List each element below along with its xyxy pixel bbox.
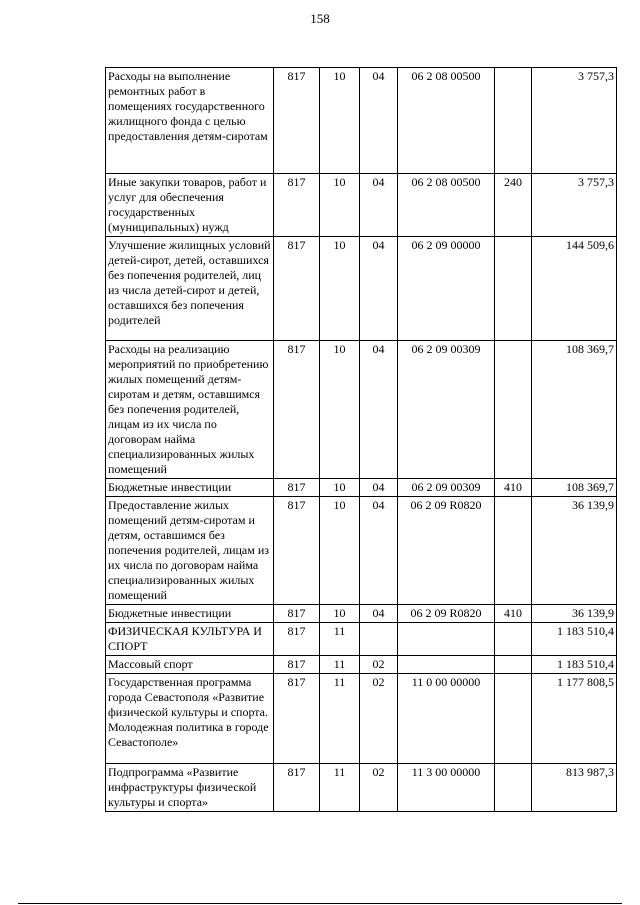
row-subsection-cell: 02 xyxy=(360,656,398,674)
row-target-article-cell xyxy=(398,623,495,656)
table-row xyxy=(106,623,617,656)
row-target-article-cell xyxy=(398,656,495,674)
row-expense-type-cell xyxy=(495,674,532,764)
row-section-cell: 10 xyxy=(320,174,360,237)
row-expense-type-cell xyxy=(495,656,532,674)
row-ved-cell: 817 xyxy=(274,237,320,341)
table-row xyxy=(106,497,617,605)
row-subsection-cell: 02 xyxy=(360,764,398,812)
row-name-cell: Подпрограмма «Развитие инфраструктуры физической культуры и спорта» xyxy=(106,764,274,812)
row-amount-cell: 813 987,3 xyxy=(532,764,617,812)
row-ved-cell: 817 xyxy=(274,497,320,605)
row-subsection-cell: 04 xyxy=(360,341,398,479)
table-row xyxy=(106,764,617,812)
row-ved-cell: 817 xyxy=(274,605,320,623)
page-number: 158 xyxy=(310,11,330,26)
row-section-cell: 10 xyxy=(320,68,360,174)
row-expense-type-cell xyxy=(495,497,532,605)
row-target-article-cell: 06 2 09 00000 xyxy=(398,237,495,341)
row-expense-type-cell xyxy=(495,764,532,812)
row-ved-cell: 817 xyxy=(274,68,320,174)
row-expense-type-cell xyxy=(495,237,532,341)
table-row xyxy=(106,341,617,479)
row-name-cell: Бюджетные инвестиции xyxy=(106,605,274,623)
row-name-cell: Государственная программа города Севастополя «Развитие физической культуры и спорта. Молодежная политика в городе Севастополе» xyxy=(106,674,274,764)
row-amount-cell: 144 509,6 xyxy=(532,237,617,341)
row-expense-type-cell xyxy=(495,68,532,174)
row-expense-type-cell xyxy=(495,623,532,656)
row-ved-cell: 817 xyxy=(274,764,320,812)
row-amount-cell: 108 369,7 xyxy=(532,479,617,497)
row-section-cell: 10 xyxy=(320,479,360,497)
row-section-cell: 11 xyxy=(320,764,360,812)
row-section-cell: 11 xyxy=(320,656,360,674)
table-row xyxy=(106,479,617,497)
table-row xyxy=(106,674,617,764)
table-row xyxy=(106,237,617,341)
table-row xyxy=(106,656,617,674)
row-expense-type-cell xyxy=(495,341,532,479)
row-amount-cell: 108 369,7 xyxy=(532,341,617,479)
row-subsection-cell xyxy=(360,623,398,656)
row-subsection-cell: 02 xyxy=(360,674,398,764)
row-name-cell: Массовый спорт xyxy=(106,656,274,674)
row-amount-cell: 36 139,9 xyxy=(532,605,617,623)
row-target-article-cell: 06 2 09 R0820 xyxy=(398,605,495,623)
row-section-cell: 10 xyxy=(320,605,360,623)
budget-table-body xyxy=(106,68,617,812)
row-subsection-cell: 04 xyxy=(360,605,398,623)
row-subsection-cell: 04 xyxy=(360,174,398,237)
row-name-cell: ФИЗИЧЕСКАЯ КУЛЬТУРА И СПОРТ xyxy=(106,623,274,656)
page-bottom-divider xyxy=(18,903,622,904)
row-amount-cell: 1 183 510,4 xyxy=(532,623,617,656)
row-target-article-cell: 11 3 00 00000 xyxy=(398,764,495,812)
row-amount-cell: 3 757,3 xyxy=(532,68,617,174)
row-name-cell: Иные закупки товаров, работ и услуг для обеспечения государственных (муниципальных) нужд xyxy=(106,174,274,237)
row-amount-cell: 1 177 808,5 xyxy=(532,674,617,764)
row-target-article-cell: 11 0 00 00000 xyxy=(398,674,495,764)
row-name-cell: Предоставление жилых помещений детям-сиротам и детям, оставшимся без попечения родителей, лицам из их числа по договорам найма специализированных жилых помещений xyxy=(106,497,274,605)
table-row xyxy=(106,68,617,174)
row-expense-type-cell: 410 xyxy=(495,605,532,623)
row-ved-cell: 817 xyxy=(274,479,320,497)
row-amount-cell: 1 183 510,4 xyxy=(532,656,617,674)
row-ved-cell: 817 xyxy=(274,623,320,656)
row-section-cell: 10 xyxy=(320,497,360,605)
row-ved-cell: 817 xyxy=(274,656,320,674)
row-section-cell: 10 xyxy=(320,237,360,341)
row-expense-type-cell: 410 xyxy=(495,479,532,497)
row-amount-cell: 3 757,3 xyxy=(532,174,617,237)
row-subsection-cell: 04 xyxy=(360,497,398,605)
row-name-cell: Расходы на выполнение ремонтных работ в помещениях государственного жилищного фонда с целью предоставления детям-сиротам xyxy=(106,68,274,174)
row-subsection-cell: 04 xyxy=(360,237,398,341)
row-target-article-cell: 06 2 08 00500 xyxy=(398,174,495,237)
row-target-article-cell: 06 2 09 R0820 xyxy=(398,497,495,605)
row-name-cell: Улучшение жилищных условий детей-сирот, детей, оставшихся без попечения родителей, лиц из числа детей-сирот и детей, оставшихся без попечения родителей xyxy=(106,237,274,341)
budget-table xyxy=(105,67,617,812)
row-name-cell: Расходы на реализацию мероприятий по приобретению жилых помещений детям-сиротам и детям, оставшимся без попечения родителей, лицам из их числа по договорам найма специализированных жилых помещений xyxy=(106,341,274,479)
row-ved-cell: 817 xyxy=(274,674,320,764)
row-amount-cell: 36 139,9 xyxy=(532,497,617,605)
row-target-article-cell: 06 2 09 00309 xyxy=(398,341,495,479)
row-expense-type-cell: 240 xyxy=(495,174,532,237)
row-section-cell: 11 xyxy=(320,674,360,764)
row-section-cell: 11 xyxy=(320,623,360,656)
table-row xyxy=(106,605,617,623)
row-ved-cell: 817 xyxy=(274,341,320,479)
row-subsection-cell: 04 xyxy=(360,479,398,497)
row-target-article-cell: 06 2 09 00309 xyxy=(398,479,495,497)
row-section-cell: 10 xyxy=(320,341,360,479)
row-name-cell: Бюджетные инвестиции xyxy=(106,479,274,497)
row-target-article-cell: 06 2 08 00500 xyxy=(398,68,495,174)
row-ved-cell: 817 xyxy=(274,174,320,237)
table-row xyxy=(106,174,617,237)
row-subsection-cell: 04 xyxy=(360,68,398,174)
